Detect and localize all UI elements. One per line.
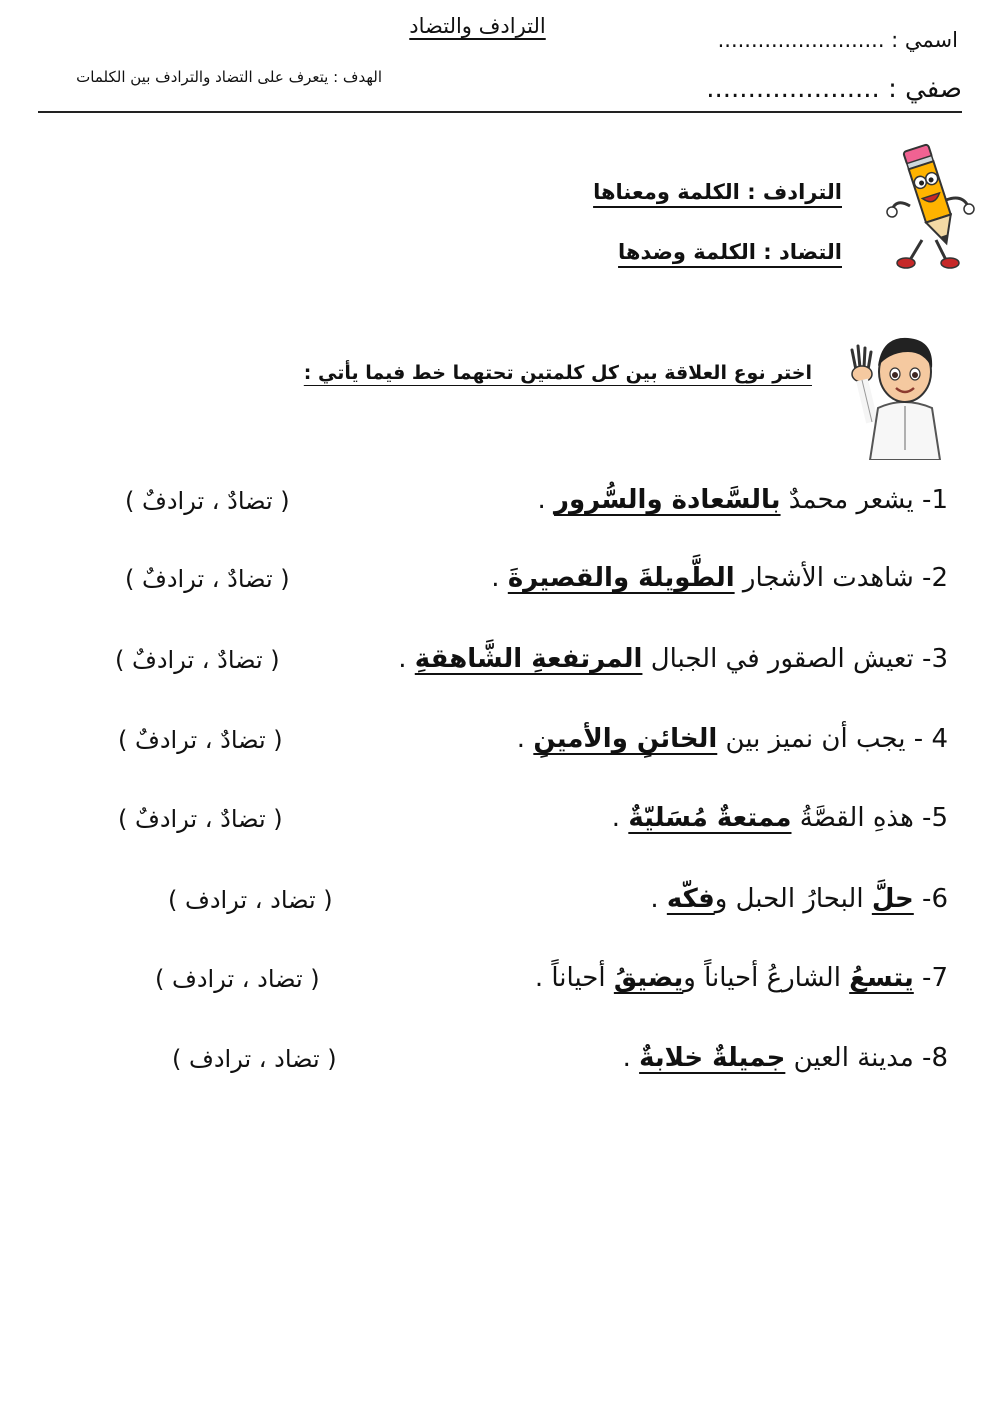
student-class-field: صفي : ..................... bbox=[706, 74, 962, 104]
question-4: 4 - يجب أن نميز بين الخائنِ والأمينِ . bbox=[516, 724, 948, 754]
antonym-definition: التضاد : الكلمة وضدها bbox=[618, 240, 842, 264]
question-4-choices[interactable]: ( تضادٌ ، ترادفٌ ) bbox=[118, 726, 283, 754]
question-2: 2- شاهدت الأشجار الطَّويلةَ والقصيرةَ . bbox=[491, 563, 948, 593]
question-8-choices[interactable]: ( تضاد ، ترادف ) bbox=[172, 1045, 337, 1073]
question-7-choices[interactable]: ( تضاد ، ترادف ) bbox=[155, 965, 320, 993]
header-divider bbox=[38, 111, 962, 113]
question-3: 3- تعيش الصقور في الجبال المرتفعةِ الشَّاهقةِ . bbox=[398, 644, 948, 674]
question-6-choices[interactable]: ( تضاد ، ترادف ) bbox=[168, 886, 333, 914]
question-3-choices[interactable]: ( تضادٌ ، ترادفٌ ) bbox=[115, 646, 280, 674]
student-name-field: اسمي : ......................... bbox=[717, 28, 958, 52]
question-8: 8- مدينة العين جميلةٌ خلابةٌ . bbox=[622, 1043, 948, 1073]
boy-waving-icon bbox=[838, 330, 958, 460]
exercise-instruction: اختر نوع العلاقة بين كل كلمتين تحتهما خط فيما يأتي : bbox=[303, 362, 812, 384]
question-1-choices[interactable]: ( تضادٌ ، ترادفٌ ) bbox=[125, 487, 290, 515]
question-2-choices[interactable]: ( تضادٌ ، ترادفٌ ) bbox=[125, 565, 290, 593]
worksheet-title: الترادف والتضاد bbox=[409, 14, 546, 38]
question-6: 6- حلَّ البحارُ الحبل وفكّه . bbox=[650, 884, 948, 914]
lesson-goal: الهدف : يتعرف على التضاد والترادف بين الكلمات bbox=[76, 68, 382, 86]
synonym-definition: الترادف : الكلمة ومعناها bbox=[593, 180, 842, 204]
question-5-choices[interactable]: ( تضادٌ ، ترادفٌ ) bbox=[118, 805, 283, 833]
pencil-mascot-icon bbox=[884, 136, 976, 270]
question-5: 5- هذهِ القصَّةُ ممتعةٌ مُسَليّةٌ . bbox=[611, 803, 948, 833]
question-7: 7- يتسعُ الشارعُ أحياناً ويضيقُ أحياناً . bbox=[534, 963, 948, 993]
question-1: 1- يشعر محمدٌ بالسَّعادة والسُّرور . bbox=[537, 485, 948, 515]
